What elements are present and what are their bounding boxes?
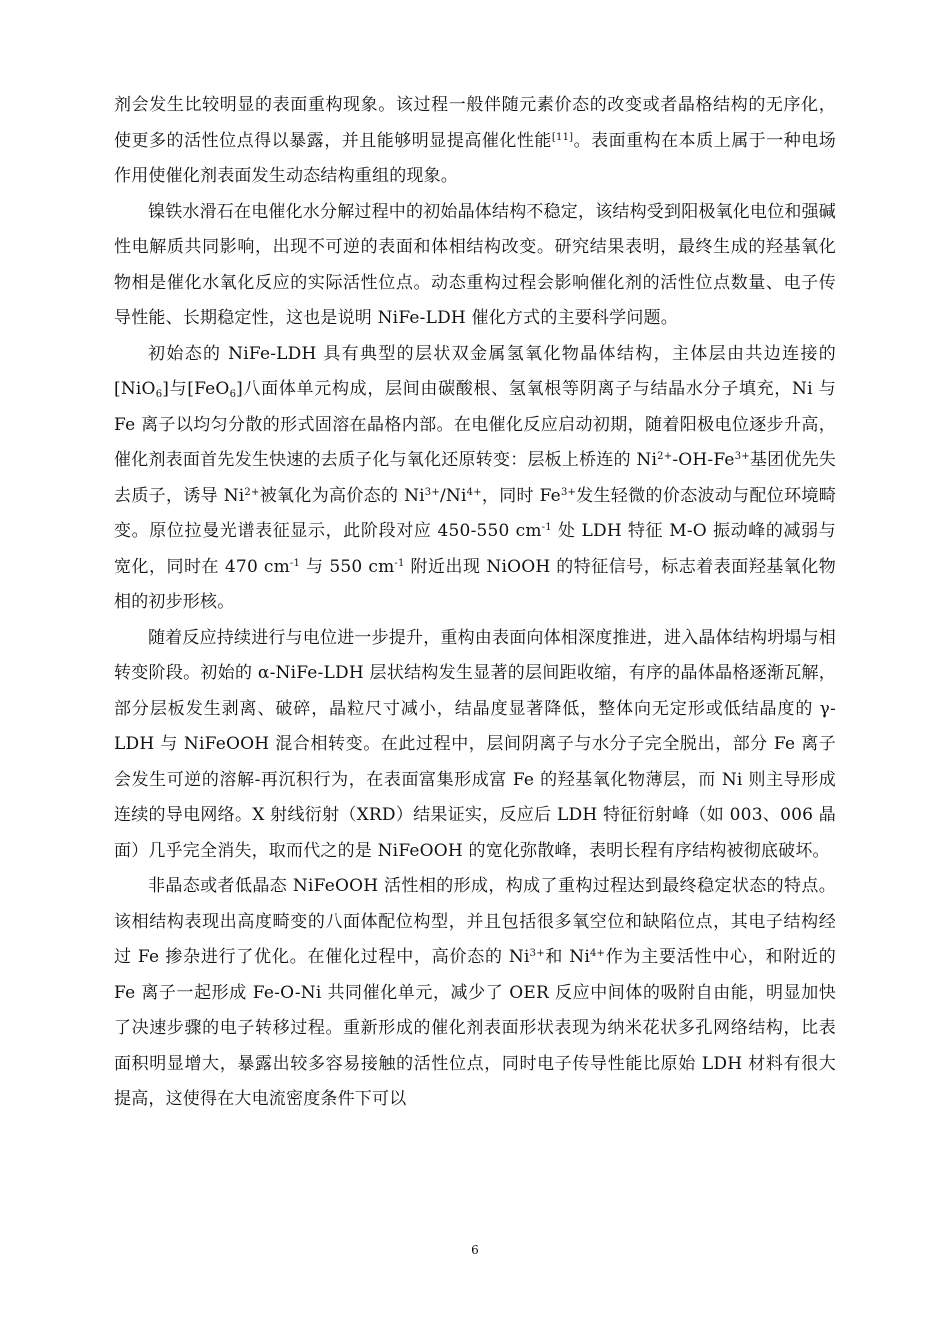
paragraph-text: 剂会发生比较明显的表面重构现象。该过程一般伴随元素价态的改变或者晶格结构的无序化，使更多的活性位点得以暴露，并且能够明显提高催化性能 — [114, 95, 836, 151]
superscript: -1 — [289, 557, 301, 569]
page-number: 6 — [471, 1243, 479, 1257]
paragraph-text: 与 550 cm — [300, 556, 395, 577]
paragraph-3 — [114, 337, 836, 621]
subscript: 6 — [229, 389, 237, 400]
superscript: -1 — [394, 557, 405, 569]
paragraph-text: ]与[FeO — [162, 379, 230, 399]
paragraph-text: 处 LDH 特征 M-O 振动峰的减弱与宽化，同时在 470 cm — [114, 521, 836, 577]
paragraph-5 — [114, 869, 836, 1118]
paragraph-text: 作为主要活性中心，和附近的 Fe 离子一起形成 Fe-O-Ni 共同催化单元，减少了 OER 反应中间体的吸附自由能，明显加快了决速步骤的电子转移过程。重新形成的催化剂表面形状表现为纳米花状多孔网络结构，比表面积明显增大，暴露出较多容易接触的活性位点，同时电子传导性能比原始 LDH 材料有很大提高，这使得在大电流密度条件下可以 — [114, 947, 836, 1109]
superscript: -1 — [541, 522, 552, 533]
subscript: 6 — [155, 389, 163, 400]
paragraph-1 — [114, 88, 836, 195]
paragraph-text: 基团优先失去质子，诱导 Ni — [114, 450, 836, 506]
superscript: 2+ — [657, 451, 673, 462]
paragraph-text: 非晶态或者低晶态 NiFeOOH 活性相的形成，构成了重构过程达到最终稳定状态的特点。该相结构表现出高度畸变的八面体配位构型，并且包括很多氧空位和缺陷位点，其电子结构经过 Fe 掺杂进行了优化。在催化过程中，高价态的 Ni — [114, 876, 836, 967]
paragraph-text: 初始态的 NiFe-LDH 具有典型的层状双金属氢氧化物晶体结构，主体层由共边连接的[NiO — [114, 343, 836, 399]
paragraph-4 — [114, 621, 836, 870]
paragraph-text: -OH-Fe — [672, 450, 735, 470]
paragraph-text: 附近出现 NiOOH 的特征信号，标志着表面羟基氧化物相的初步形核。 — [114, 556, 837, 612]
paragraph-text: /Ni — [439, 485, 467, 506]
paragraph-text: 发生轻微的价态波动与配位环境畸变。原位拉曼光谱表征显示，此阶段对应 450-550 cm — [114, 485, 837, 541]
superscript: 4+ — [466, 486, 482, 498]
superscript: 4+ — [589, 948, 606, 959]
superscript: 3+ — [529, 948, 545, 959]
superscript: 3+ — [734, 451, 750, 462]
paragraph-text: 。表面重构在本质上属于一种电场作用使催化剂表面发生动态结构重组的现象。 — [114, 130, 837, 186]
paragraph-text: 和 Ni — [544, 947, 590, 967]
paragraph-text: 镍铁水滑石在电催化水分解过程中的初始晶体结构不稳定，该结构受到阳极氧化电位和强碱性电解质共同影响，出现不可逆的表面和体相结构改变。研究结果表明，最终生成的羟基氧化物相是催化水氧化反应的实际活性位点。动态重构过程会影响催化剂的活性位点数量、电子传导性能、长期稳定性，这也是说明 NiFe-LDH 催化方式的主要科学问题。 — [114, 201, 836, 328]
paragraph-text: ]八面体单元构成，层间由碳酸根、氢氧根等阴离子与结晶水分子填充，Ni 与 Fe 离子以均匀分散的形式固溶在晶格内部。在电催化反应启动初期，随着阳极电位逐步升高，催化剂表面首先发生快速的去质子化与氧化还原转变：层板上桥连的 Ni — [114, 379, 837, 470]
superscript: 3+ — [424, 486, 440, 498]
paragraph-text: 被氧化为高价态的 Ni — [259, 485, 425, 506]
paragraph-2 — [114, 195, 836, 337]
body-text — [114, 88, 836, 1118]
superscript: 3+ — [560, 486, 577, 498]
paragraph-text: 随着反应持续进行与电位进一步提升，重构由表面向体相深度推进，进入晶体结构坍塌与相转变阶段。初始的 α-NiFe-LDH 层状结构发生显著的层间距收缩，有序的晶体晶格逐渐瓦解，部分层板发生剥离、破碎，晶粒尺寸减小，结晶度显著降低，整体向无定形或低结晶度的 γ-LDH 与 NiFeOOH 混合相转变。在此过程中，层间阴离子与水分子完全脱出，部分 Fe 离子会发生可逆的溶解-再沉积行为，在表面富集形成富 Fe 的羟基氧化物薄层，而 Ni 则主导形成连续的导电网络。X 射线衍射（XRD）结果证实，反应后 LDH 特征衍射峰（如 003、006 晶面）几乎完全消失，取而代之的是 NiFeOOH 的宽化弥散峰，表明长程有序结构被彻底破坏。 — [114, 627, 836, 861]
citation-ref[interactable]: [11] — [551, 131, 574, 143]
paragraph-text: ，同时 Fe — [481, 485, 561, 506]
superscript: 2+ — [244, 486, 260, 498]
